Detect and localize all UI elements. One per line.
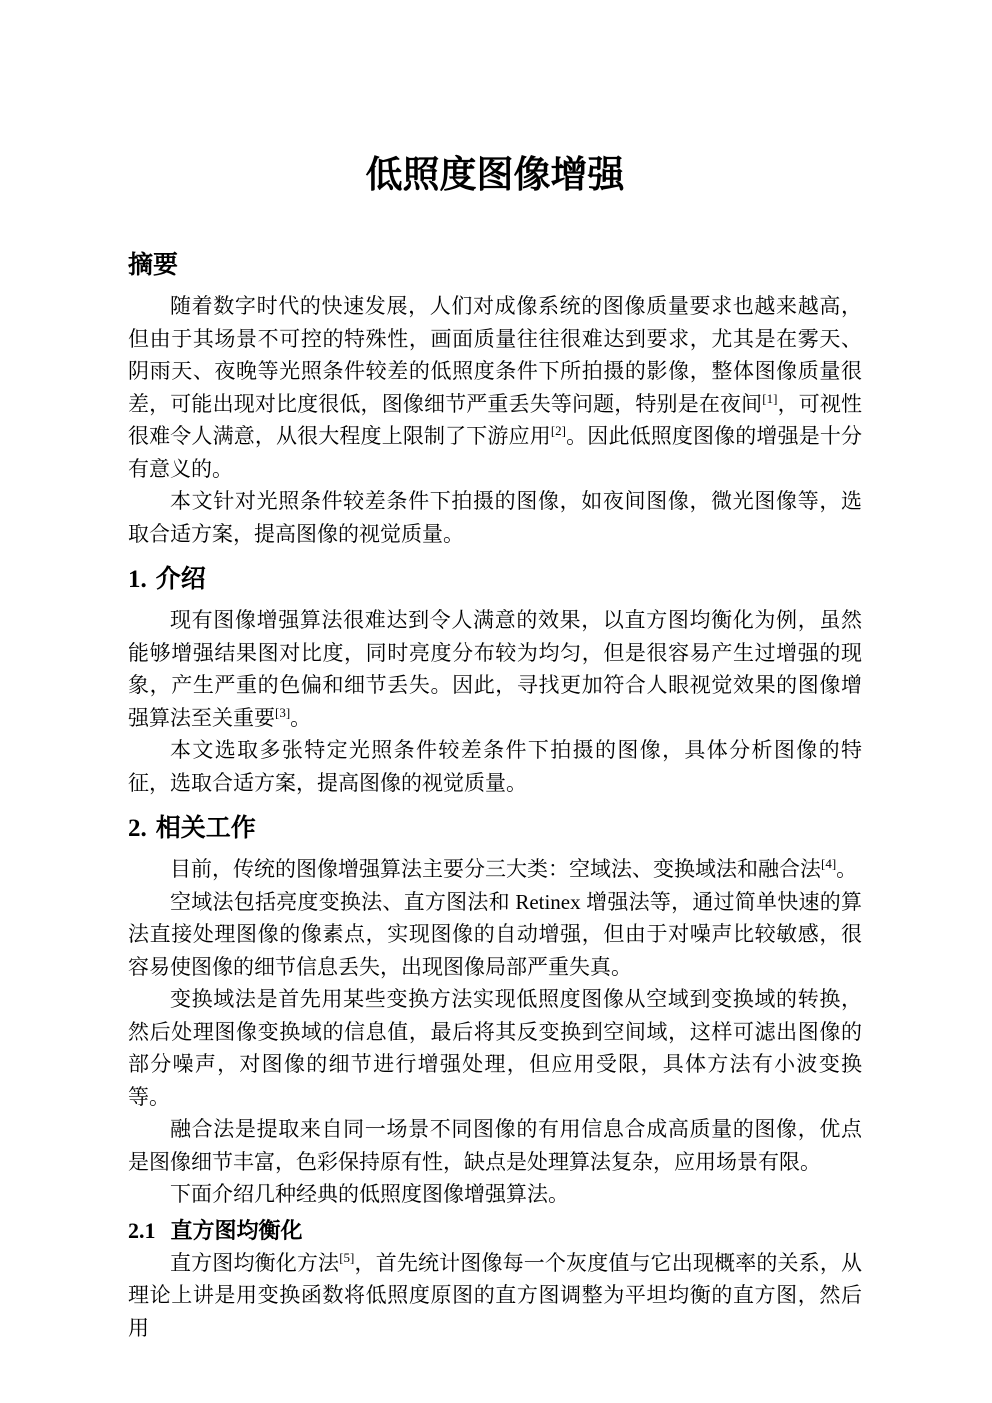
paragraph-text: 直方图均衡化方法 (170, 1250, 340, 1275)
section-number: 2. (128, 815, 147, 842)
related-work-paragraph-3: 变换域法是首先用某些变换方法实现低照度图像从空域到变换域的转换，然后处理图像变换域的信息值，最后将其反变换到空间域，这样可滤出图像的部分噪声，对图像的细节进行增强处理，但应用受限，具体方法有小波变换等。 (128, 987, 862, 1109)
citation-ref-5: [5] (339, 1249, 355, 1265)
paragraph-text: 。 (290, 705, 312, 730)
paragraph-text: ，可视性很难令人满意，从很大程度上限制了下游应用 (128, 391, 863, 448)
citation-ref-3: [3] (275, 704, 291, 720)
citation-ref-1: [1] (762, 390, 778, 406)
subsection-title: 直方图均衡化 (170, 1217, 303, 1243)
abstract-heading: 摘要 (128, 251, 179, 279)
histogram-equalization-paragraph-1 (128, 1247, 862, 1345)
abstract-paragraph-1 (128, 290, 862, 485)
subsection-number: 2.1 (128, 1217, 156, 1243)
citation-ref-2: [2] (550, 423, 567, 438)
paragraph-text: 。 (836, 857, 858, 881)
section-title: 介绍 (155, 565, 206, 593)
related-work-paragraph-1 (128, 853, 862, 886)
paragraph-text: 目前，传统的图像增强算法主要分三大类：空域法、变换域法和融合法 (170, 857, 821, 881)
section-heading-related-work (128, 812, 862, 845)
section-title: 相关工作 (155, 814, 256, 842)
paragraph-text: 现有图像增强算法很难达到令人满意的效果，以直方图均衡化为例，虽然能够增强结果图对比度，同时亮度分布较为均匀，但是很容易产生过增强的现象，产生严重的色偏和细节丢失。因此，寻找更加符合人眼视觉效果的图像增强算法至关重要 (128, 608, 862, 730)
related-work-paragraph-5: 下面介绍几种经典的低照度图像增强算法。 (170, 1182, 569, 1206)
paragraph-text: 随着数字时代的快速发展，人们对成像系统的图像质量要求也越来越高，但由于其场景不可控的特殊性，画面质量往往很难达到要求，尤其是在雾天、阴雨天、夜晚等光照条件较差的低照度条件下所拍摄的影像，整体图像质量很差，可能出现对比度很低，图像细节严重丢失等问题，特别是在夜间 (128, 294, 862, 416)
introduction-paragraph-1 (128, 604, 862, 734)
related-work-paragraph-2: 空域法包括亮度变换法、直方图法和 Retinex 增强法等，通过简单快速的算法直接处理图像的像素点，实现图像的自动增强，但由于对噪声比较敏感，很容易使图像的细节信息丢失，出现图像局部严重失真。 (128, 889, 862, 979)
document-title: 低照度图像增强 (365, 154, 625, 195)
section-number: 1. (128, 566, 147, 593)
paragraph-text: ，首先统计图像每一个灰度值与它出现概率的关系，从理论上讲是用变换函数将低照度原图的直方图调整为平坦均衡的直方图，然后用 (128, 1250, 863, 1340)
paragraph-text: 。因此低照度图像的增强是十分有意义的。 (128, 424, 863, 481)
abstract-paragraph-2: 本文针对光照条件较差条件下拍摄的图像，如夜间图像，微光图像等，选取合适方案，提高图像的视觉质量。 (128, 489, 862, 546)
introduction-paragraph-2: 本文选取多张特定光照条件较差条件下拍摄的图像，具体分析图像的特征，选取合适方案，提高图像的视觉质量。 (128, 738, 862, 795)
subsection-heading-histogram-equalization (128, 1214, 862, 1247)
citation-ref-4: [4] (821, 856, 837, 871)
related-work-paragraph-4: 融合法是提取来自同一场景不同图像的有用信息合成高质量的图像，优点是图像细节丰富，色彩保持原有性，缺点是处理算法复杂，应用场景有限。 (128, 1117, 862, 1174)
section-heading-introduction (128, 563, 862, 596)
